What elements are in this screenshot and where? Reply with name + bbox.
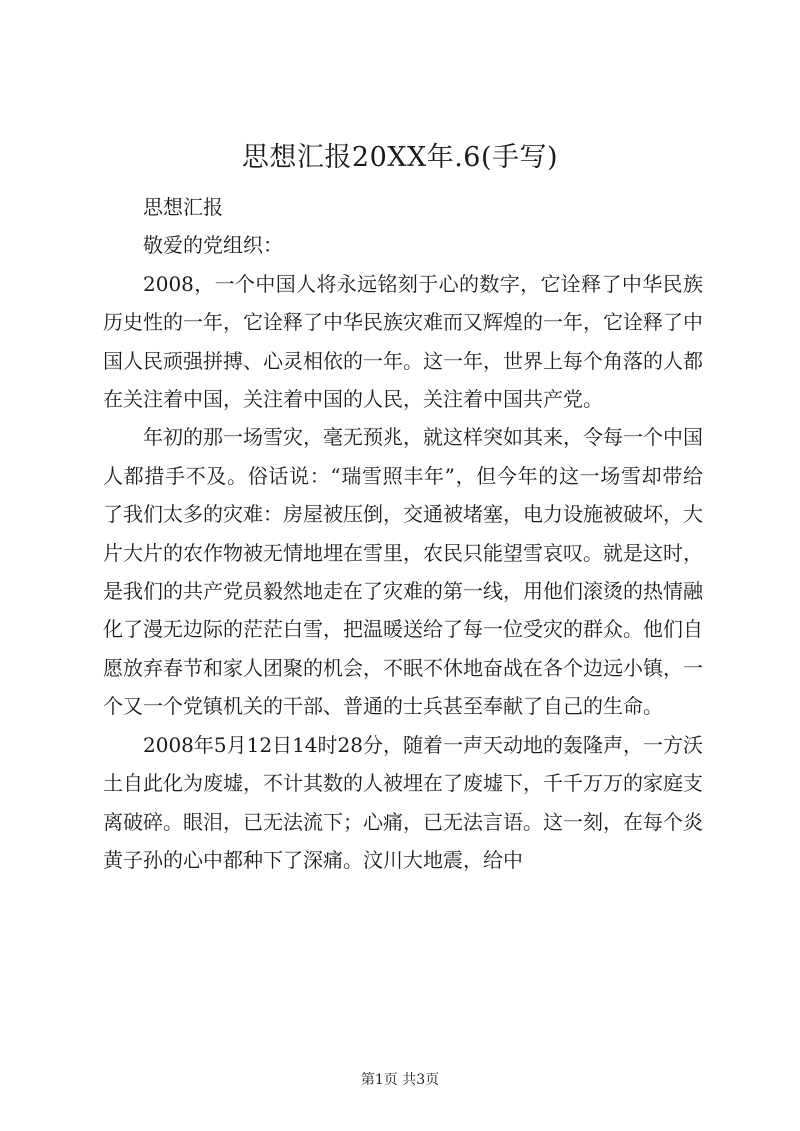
document-body	[103, 188, 703, 879]
paragraph-snow-disaster: 年初的那一场雪灾，毫无预兆，就这样突如其来，令每一个中国人都措手不及。俗话说：“瑞雪照丰年”，但今年的这一场雪却带给了我们太多的灾难：房屋被压倒，交通被堵塞，电力设施被破坏，大片大片的农作物被无情地埋在雪里，农民只能望雪哀叹。就是这时，是我们的共产党员毅然地走在了灾难的第一线，用他们滚烫的热情融化了漫无边际的茫茫白雪，把温暖送给了每一位受灾的群众。他们自愿放弃春节和家人团聚的机会，不眠不休地奋战在各个边远小镇，一个又一个党镇机关的干部、普通的士兵甚至奉献了自己的生命。	[103, 425, 703, 719]
paragraph-intro: 2008，一个中国人将永远铭刻于心的数字，它诠释了中华民族历史性的一年，它诠释了中华民族灾难而又辉煌的一年，它诠释了中国人民顽强拼搏、心灵相依的一年。这一年，世界上每个角落的人都在关注着中国，关注着中国的人民，关注着中国共产党。	[103, 271, 703, 412]
salutation-line: 敬爱的党组织：	[143, 233, 283, 258]
paragraph-earthquake: 2008年5月12日14时28分，随着一声天动地的轰隆声，一方沃土自此化为废墟，不计其数的人被埋在了废墟下，千千万万的家庭支离破碎。眼泪，已无法流下；心痛，已无法言语。这一刻，在每个炎黄子孙的心中都种下了深痛。汶川大地震，给中	[103, 732, 703, 872]
document-title: 思想汇报20XX年.6(手写)	[241, 142, 559, 173]
salutation-heading: 思想汇报	[143, 195, 223, 219]
page-footer: 第1页 共3页	[360, 1072, 440, 1088]
